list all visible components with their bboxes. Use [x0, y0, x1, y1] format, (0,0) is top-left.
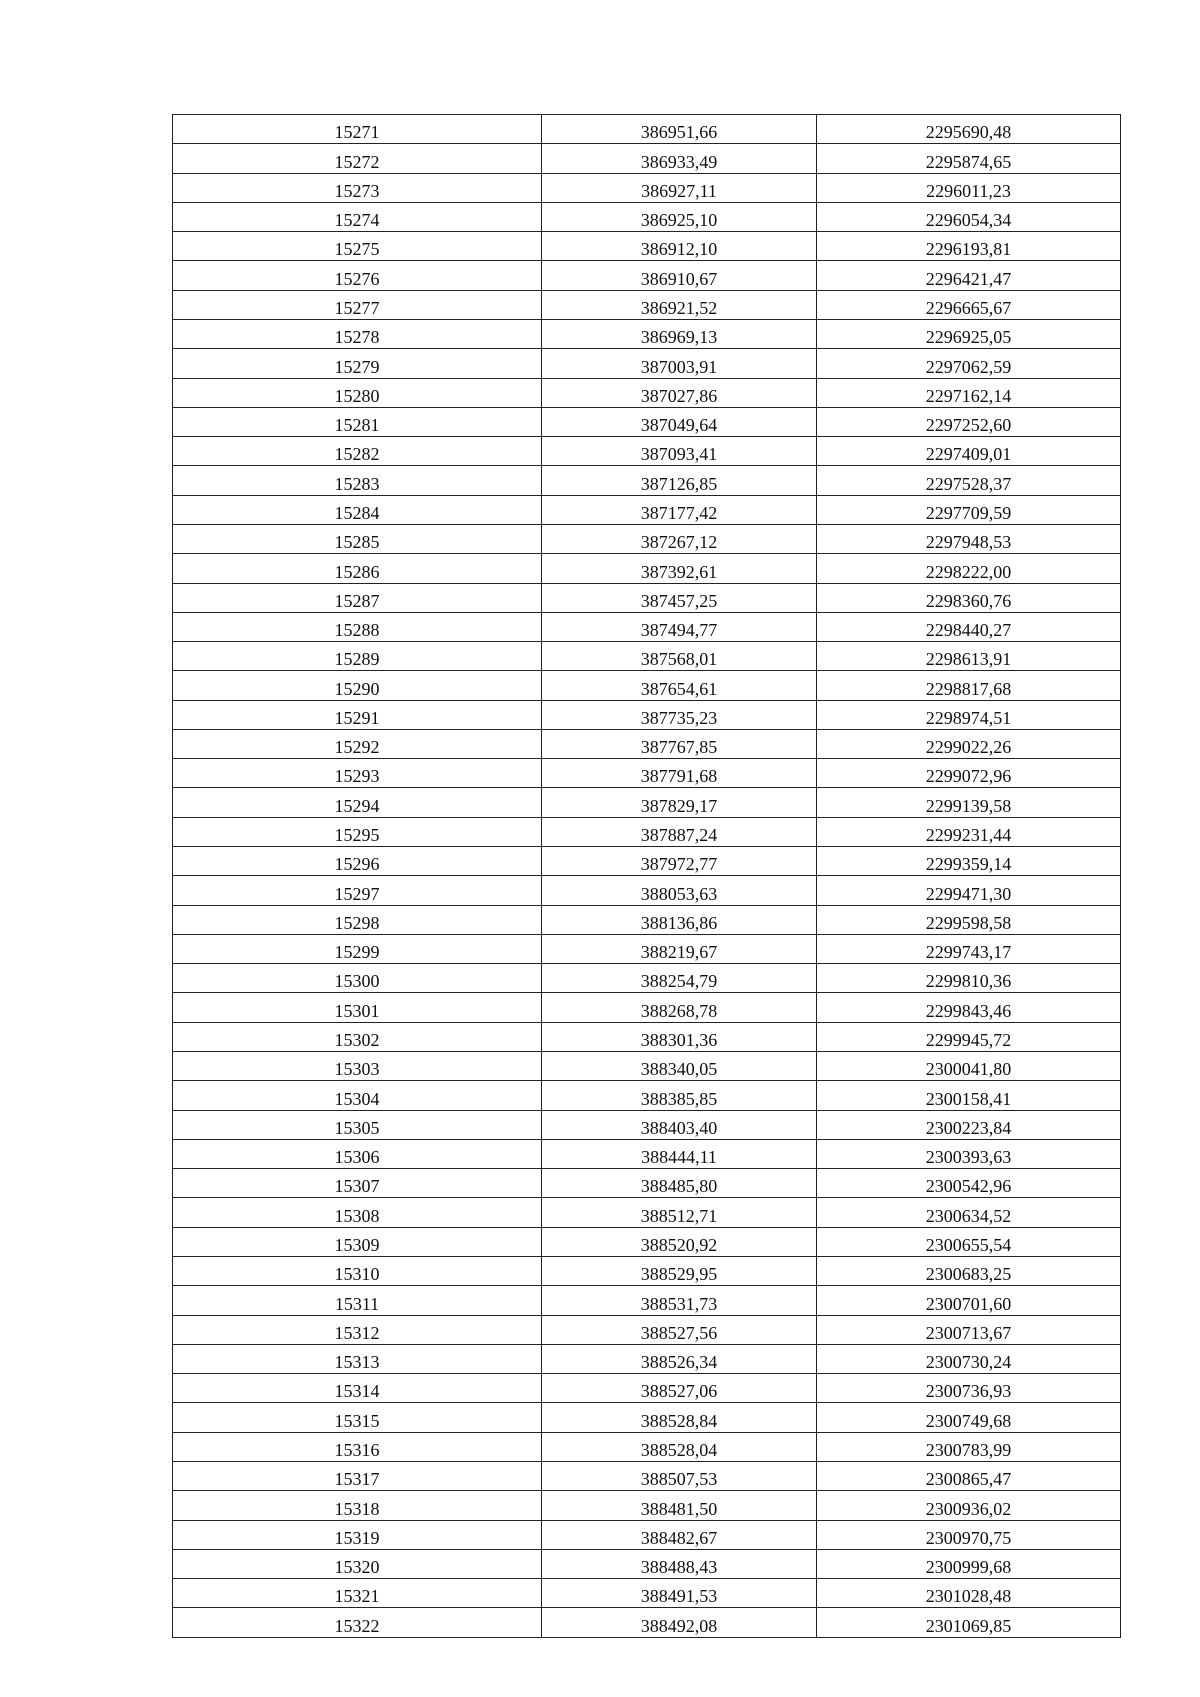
x-coordinate-cell: 388053,63	[542, 876, 817, 905]
table-row	[173, 1374, 1121, 1403]
point-number-cell: 15286	[173, 554, 542, 583]
point-number-cell: 15294	[173, 788, 542, 817]
x-coordinate-cell: 388528,84	[542, 1403, 817, 1432]
y-coordinate-cell: 2299139,58	[817, 788, 1121, 817]
point-number-cell: 15319	[173, 1520, 542, 1549]
point-number-cell: 15300	[173, 964, 542, 993]
x-coordinate-cell: 387829,17	[542, 788, 817, 817]
table-row	[173, 437, 1121, 466]
point-number-cell: 15301	[173, 993, 542, 1022]
x-coordinate-cell: 388219,67	[542, 934, 817, 963]
table-row	[173, 1081, 1121, 1110]
table-row	[173, 642, 1121, 671]
table-row	[173, 1579, 1121, 1608]
point-number-cell: 15310	[173, 1256, 542, 1285]
y-coordinate-cell: 2300736,93	[817, 1374, 1121, 1403]
x-coordinate-cell: 387972,77	[542, 847, 817, 876]
point-number-cell: 15316	[173, 1432, 542, 1461]
table-row	[173, 1052, 1121, 1081]
point-number-cell: 15311	[173, 1286, 542, 1315]
x-coordinate-cell: 388481,50	[542, 1491, 817, 1520]
x-coordinate-cell: 388531,73	[542, 1286, 817, 1315]
table-row	[173, 1198, 1121, 1227]
x-coordinate-cell: 386927,11	[542, 173, 817, 202]
point-number-cell: 15279	[173, 349, 542, 378]
table-row	[173, 788, 1121, 817]
x-coordinate-cell: 388301,36	[542, 1022, 817, 1051]
x-coordinate-cell: 388512,71	[542, 1198, 817, 1227]
x-coordinate-cell: 387267,12	[542, 524, 817, 553]
x-coordinate-cell: 388136,86	[542, 905, 817, 934]
y-coordinate-cell: 2300634,52	[817, 1198, 1121, 1227]
x-coordinate-cell: 388482,67	[542, 1520, 817, 1549]
point-number-cell: 15314	[173, 1374, 542, 1403]
point-number-cell: 15307	[173, 1169, 542, 1198]
table-row	[173, 1549, 1121, 1578]
x-coordinate-cell: 386912,10	[542, 232, 817, 261]
point-number-cell: 15284	[173, 495, 542, 524]
point-number-cell: 15277	[173, 290, 542, 319]
point-number-cell: 15289	[173, 642, 542, 671]
table-row	[173, 759, 1121, 788]
point-number-cell: 15297	[173, 876, 542, 905]
y-coordinate-cell: 2296054,34	[817, 202, 1121, 231]
point-number-cell: 15274	[173, 202, 542, 231]
x-coordinate-cell: 387735,23	[542, 700, 817, 729]
table-row	[173, 671, 1121, 700]
x-coordinate-cell: 388520,92	[542, 1227, 817, 1256]
x-coordinate-cell: 386925,10	[542, 202, 817, 231]
x-coordinate-cell: 386910,67	[542, 261, 817, 290]
table-row	[173, 1403, 1121, 1432]
y-coordinate-cell: 2300783,99	[817, 1432, 1121, 1461]
y-coordinate-cell: 2300749,68	[817, 1403, 1121, 1432]
x-coordinate-cell: 388526,34	[542, 1344, 817, 1373]
table-row	[173, 1344, 1121, 1373]
x-coordinate-cell: 387003,91	[542, 349, 817, 378]
y-coordinate-cell: 2296011,23	[817, 173, 1121, 202]
y-coordinate-cell: 2300936,02	[817, 1491, 1121, 1520]
y-coordinate-cell: 2300158,41	[817, 1081, 1121, 1110]
point-number-cell: 15285	[173, 524, 542, 553]
table-row	[173, 290, 1121, 319]
point-number-cell: 15276	[173, 261, 542, 290]
point-number-cell: 15320	[173, 1549, 542, 1578]
point-number-cell: 15306	[173, 1139, 542, 1168]
y-coordinate-cell: 2298222,00	[817, 554, 1121, 583]
x-coordinate-cell: 388528,04	[542, 1432, 817, 1461]
point-number-cell: 15271	[173, 115, 542, 144]
x-coordinate-cell: 388403,40	[542, 1110, 817, 1139]
table-row	[173, 1139, 1121, 1168]
point-number-cell: 15322	[173, 1608, 542, 1637]
y-coordinate-cell: 2300655,54	[817, 1227, 1121, 1256]
table-row	[173, 115, 1121, 144]
table-row	[173, 1286, 1121, 1315]
x-coordinate-cell: 388385,85	[542, 1081, 817, 1110]
table-row	[173, 1227, 1121, 1256]
point-number-cell: 15295	[173, 817, 542, 846]
y-coordinate-cell: 2299231,44	[817, 817, 1121, 846]
point-number-cell: 15280	[173, 378, 542, 407]
point-number-cell: 15305	[173, 1110, 542, 1139]
x-coordinate-cell: 388268,78	[542, 993, 817, 1022]
table-row	[173, 232, 1121, 261]
y-coordinate-cell: 2296925,05	[817, 319, 1121, 348]
y-coordinate-cell: 2297252,60	[817, 407, 1121, 436]
x-coordinate-cell: 387654,61	[542, 671, 817, 700]
point-number-cell: 15308	[173, 1198, 542, 1227]
x-coordinate-cell: 386969,13	[542, 319, 817, 348]
point-number-cell: 15287	[173, 583, 542, 612]
y-coordinate-cell: 2299843,46	[817, 993, 1121, 1022]
x-coordinate-cell: 388492,08	[542, 1608, 817, 1637]
table-row	[173, 349, 1121, 378]
y-coordinate-cell: 2297062,59	[817, 349, 1121, 378]
y-coordinate-cell: 2296421,47	[817, 261, 1121, 290]
y-coordinate-cell: 2297162,14	[817, 378, 1121, 407]
table-row	[173, 554, 1121, 583]
y-coordinate-cell: 2301069,85	[817, 1608, 1121, 1637]
table-row	[173, 583, 1121, 612]
y-coordinate-cell: 2300970,75	[817, 1520, 1121, 1549]
x-coordinate-cell: 387494,77	[542, 612, 817, 641]
y-coordinate-cell: 2296193,81	[817, 232, 1121, 261]
x-coordinate-cell: 387049,64	[542, 407, 817, 436]
y-coordinate-cell: 2297528,37	[817, 466, 1121, 495]
x-coordinate-cell: 387568,01	[542, 642, 817, 671]
point-number-cell: 15317	[173, 1461, 542, 1490]
y-coordinate-cell: 2295690,48	[817, 115, 1121, 144]
x-coordinate-cell: 388254,79	[542, 964, 817, 993]
y-coordinate-cell: 2295874,65	[817, 144, 1121, 173]
x-coordinate-cell: 388444,11	[542, 1139, 817, 1168]
point-number-cell: 15303	[173, 1052, 542, 1081]
x-coordinate-cell: 388507,53	[542, 1461, 817, 1490]
y-coordinate-cell: 2300713,67	[817, 1315, 1121, 1344]
point-number-cell: 15282	[173, 437, 542, 466]
x-coordinate-cell: 387392,61	[542, 554, 817, 583]
y-coordinate-cell: 2298440,27	[817, 612, 1121, 641]
x-coordinate-cell: 388491,53	[542, 1579, 817, 1608]
x-coordinate-cell: 388340,05	[542, 1052, 817, 1081]
x-coordinate-cell: 387767,85	[542, 729, 817, 758]
table-row	[173, 729, 1121, 758]
y-coordinate-cell: 2298613,91	[817, 642, 1121, 671]
x-coordinate-cell: 387126,85	[542, 466, 817, 495]
table-row	[173, 524, 1121, 553]
y-coordinate-cell: 2297948,53	[817, 524, 1121, 553]
table-row	[173, 817, 1121, 846]
point-number-cell: 15291	[173, 700, 542, 729]
y-coordinate-cell: 2298817,68	[817, 671, 1121, 700]
table-row	[173, 407, 1121, 436]
table-row	[173, 1461, 1121, 1490]
y-coordinate-cell: 2300683,25	[817, 1256, 1121, 1285]
y-coordinate-cell: 2297709,59	[817, 495, 1121, 524]
point-number-cell: 15283	[173, 466, 542, 495]
y-coordinate-cell: 2300999,68	[817, 1549, 1121, 1578]
x-coordinate-cell: 388527,56	[542, 1315, 817, 1344]
x-coordinate-cell: 388485,80	[542, 1169, 817, 1198]
table-row	[173, 1022, 1121, 1051]
y-coordinate-cell: 2300701,60	[817, 1286, 1121, 1315]
y-coordinate-cell: 2299022,26	[817, 729, 1121, 758]
table-row	[173, 202, 1121, 231]
table-row	[173, 934, 1121, 963]
table-row	[173, 905, 1121, 934]
y-coordinate-cell: 2299598,58	[817, 905, 1121, 934]
y-coordinate-cell: 2299072,96	[817, 759, 1121, 788]
x-coordinate-cell: 386951,66	[542, 115, 817, 144]
table-row	[173, 993, 1121, 1022]
point-number-cell: 15275	[173, 232, 542, 261]
y-coordinate-cell: 2301028,48	[817, 1579, 1121, 1608]
point-number-cell: 15312	[173, 1315, 542, 1344]
point-number-cell: 15302	[173, 1022, 542, 1051]
x-coordinate-cell: 387093,41	[542, 437, 817, 466]
y-coordinate-cell: 2300730,24	[817, 1344, 1121, 1373]
x-coordinate-cell: 388488,43	[542, 1549, 817, 1578]
table-row	[173, 319, 1121, 348]
point-number-cell: 15321	[173, 1579, 542, 1608]
y-coordinate-cell: 2297409,01	[817, 437, 1121, 466]
table-row	[173, 1315, 1121, 1344]
y-coordinate-cell: 2299810,36	[817, 964, 1121, 993]
table-row	[173, 378, 1121, 407]
point-number-cell: 15288	[173, 612, 542, 641]
table-row	[173, 1169, 1121, 1198]
table-row	[173, 466, 1121, 495]
point-number-cell: 15273	[173, 173, 542, 202]
x-coordinate-cell: 387027,86	[542, 378, 817, 407]
table-row	[173, 964, 1121, 993]
point-number-cell: 15304	[173, 1081, 542, 1110]
x-coordinate-cell: 386921,52	[542, 290, 817, 319]
table-row	[173, 1110, 1121, 1139]
point-number-cell: 15313	[173, 1344, 542, 1373]
table-row	[173, 261, 1121, 290]
table-row	[173, 876, 1121, 905]
table-row	[173, 1491, 1121, 1520]
table-row	[173, 700, 1121, 729]
point-number-cell: 15296	[173, 847, 542, 876]
point-number-cell: 15290	[173, 671, 542, 700]
point-number-cell: 15318	[173, 1491, 542, 1520]
point-number-cell: 15281	[173, 407, 542, 436]
table-row	[173, 495, 1121, 524]
coordinates-table	[172, 114, 1121, 1638]
coordinates-table-body	[173, 115, 1121, 1638]
table-row	[173, 1256, 1121, 1285]
table-row	[173, 1608, 1121, 1637]
point-number-cell: 15292	[173, 729, 542, 758]
point-number-cell: 15278	[173, 319, 542, 348]
y-coordinate-cell: 2300223,84	[817, 1110, 1121, 1139]
point-number-cell: 15315	[173, 1403, 542, 1432]
y-coordinate-cell: 2296665,67	[817, 290, 1121, 319]
x-coordinate-cell: 387457,25	[542, 583, 817, 612]
table-row	[173, 847, 1121, 876]
y-coordinate-cell: 2300393,63	[817, 1139, 1121, 1168]
y-coordinate-cell: 2299359,14	[817, 847, 1121, 876]
point-number-cell: 15309	[173, 1227, 542, 1256]
x-coordinate-cell: 387887,24	[542, 817, 817, 846]
y-coordinate-cell: 2300865,47	[817, 1461, 1121, 1490]
y-coordinate-cell: 2298360,76	[817, 583, 1121, 612]
table-row	[173, 1432, 1121, 1461]
y-coordinate-cell: 2299471,30	[817, 876, 1121, 905]
y-coordinate-cell: 2300041,80	[817, 1052, 1121, 1081]
table-row	[173, 1520, 1121, 1549]
y-coordinate-cell: 2298974,51	[817, 700, 1121, 729]
y-coordinate-cell: 2299743,17	[817, 934, 1121, 963]
y-coordinate-cell: 2300542,96	[817, 1169, 1121, 1198]
x-coordinate-cell: 386933,49	[542, 144, 817, 173]
table-row	[173, 173, 1121, 202]
x-coordinate-cell: 388527,06	[542, 1374, 817, 1403]
table-row	[173, 144, 1121, 173]
point-number-cell: 15272	[173, 144, 542, 173]
point-number-cell: 15298	[173, 905, 542, 934]
x-coordinate-cell: 388529,95	[542, 1256, 817, 1285]
table-row	[173, 612, 1121, 641]
x-coordinate-cell: 387791,68	[542, 759, 817, 788]
point-number-cell: 15299	[173, 934, 542, 963]
x-coordinate-cell: 387177,42	[542, 495, 817, 524]
y-coordinate-cell: 2299945,72	[817, 1022, 1121, 1051]
point-number-cell: 15293	[173, 759, 542, 788]
